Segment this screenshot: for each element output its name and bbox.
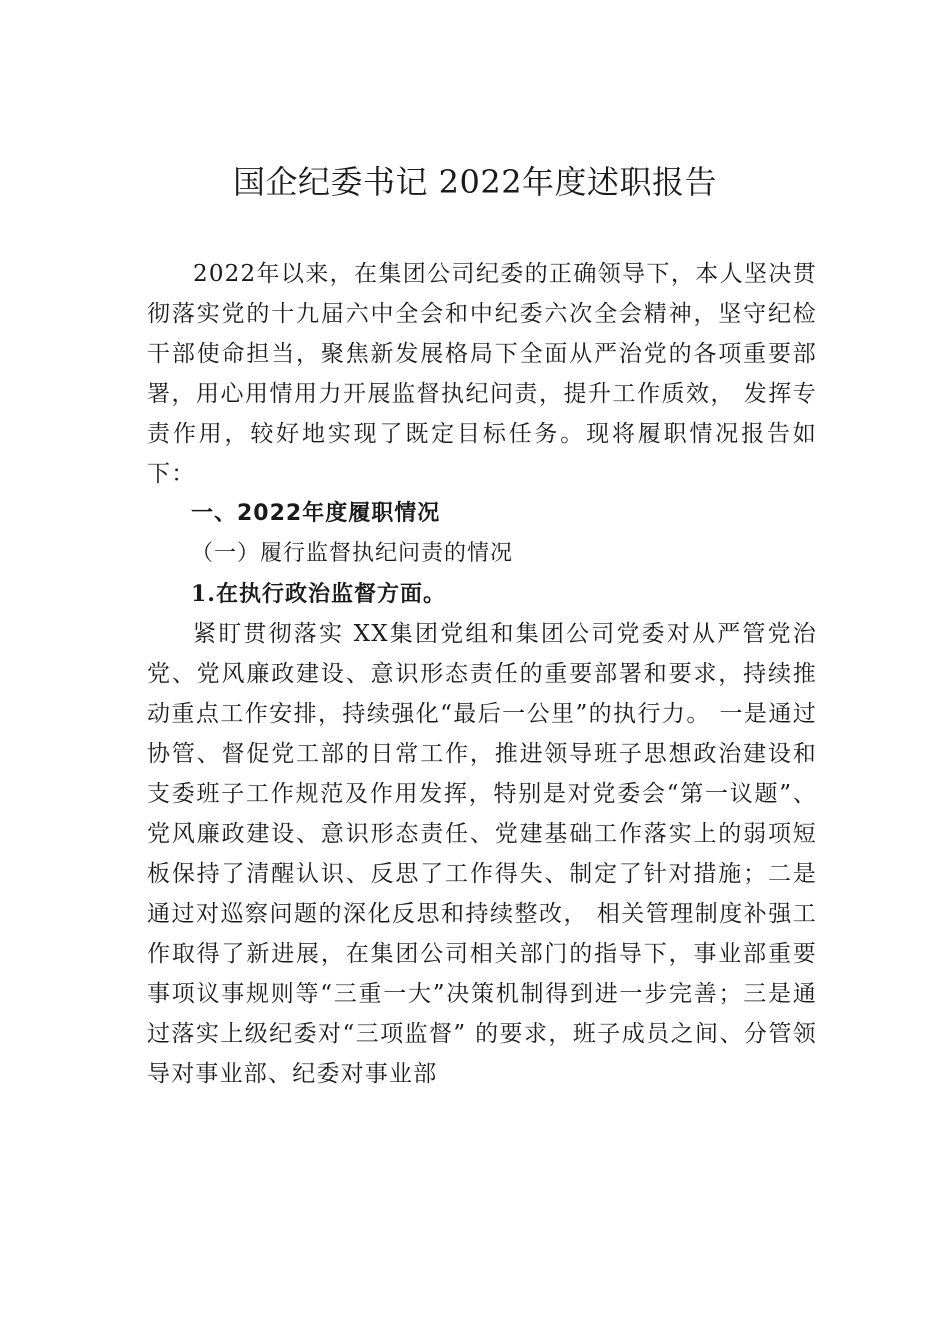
subsection-heading: （一）履行监督执纪问责的情况 xyxy=(191,541,514,566)
item-paragraph: 紧盯贯彻落实 XX集团党组和集团公司党委对从严管党治党、党风廉政建设、意识形态责任的重要部署和要求，持续推动重点工作安排，持续强化“最后一公里”的执行力。 一是通过协管、督促党工部的日常工作，推进领导班子思想政治建设和支委班子工作规范及作用发挥，特别是对党委会“第一议题”、党风廉政建设、意识形态责任、党建基础工作落实上的弱项短板保持了清醒认识、反思了工作得失、制定了针对措施；二是通过对巡察问题的深化反思和持续整改， 相关管理制度补强工作取得了新进展，在集团公司相关部门的指导下，事业部重要事项议事规则等“三重一大”决策机制得到进一步完善；三是通过落实上级纪委对“三项监督” 的要求，班子成员之间、分管领导对事业部、纪委对事业部 xyxy=(147,621,817,1087)
intro-paragraph: 2022年以来，在集团公司纪委的正确领导下，本人坚决贯彻落实党的十九届六中全会和中纪委六次全会精神，坚守纪检干部使命担当，聚焦新发展格局下全面从严治党的各项重要部署，用心用情用力开展监督执纪问责，提升工作质效， 发挥专责作用，较好地实现了既定目标任务。现将履职情况报告如下： xyxy=(147,261,817,487)
section-heading: 一、2022年度履职情况 xyxy=(191,501,441,526)
item-heading: 1.在执行政治监督方面。 xyxy=(191,581,446,607)
document-body xyxy=(147,254,817,1094)
document-title: 国企纪委书记 2022年度述职报告 xyxy=(232,163,718,201)
